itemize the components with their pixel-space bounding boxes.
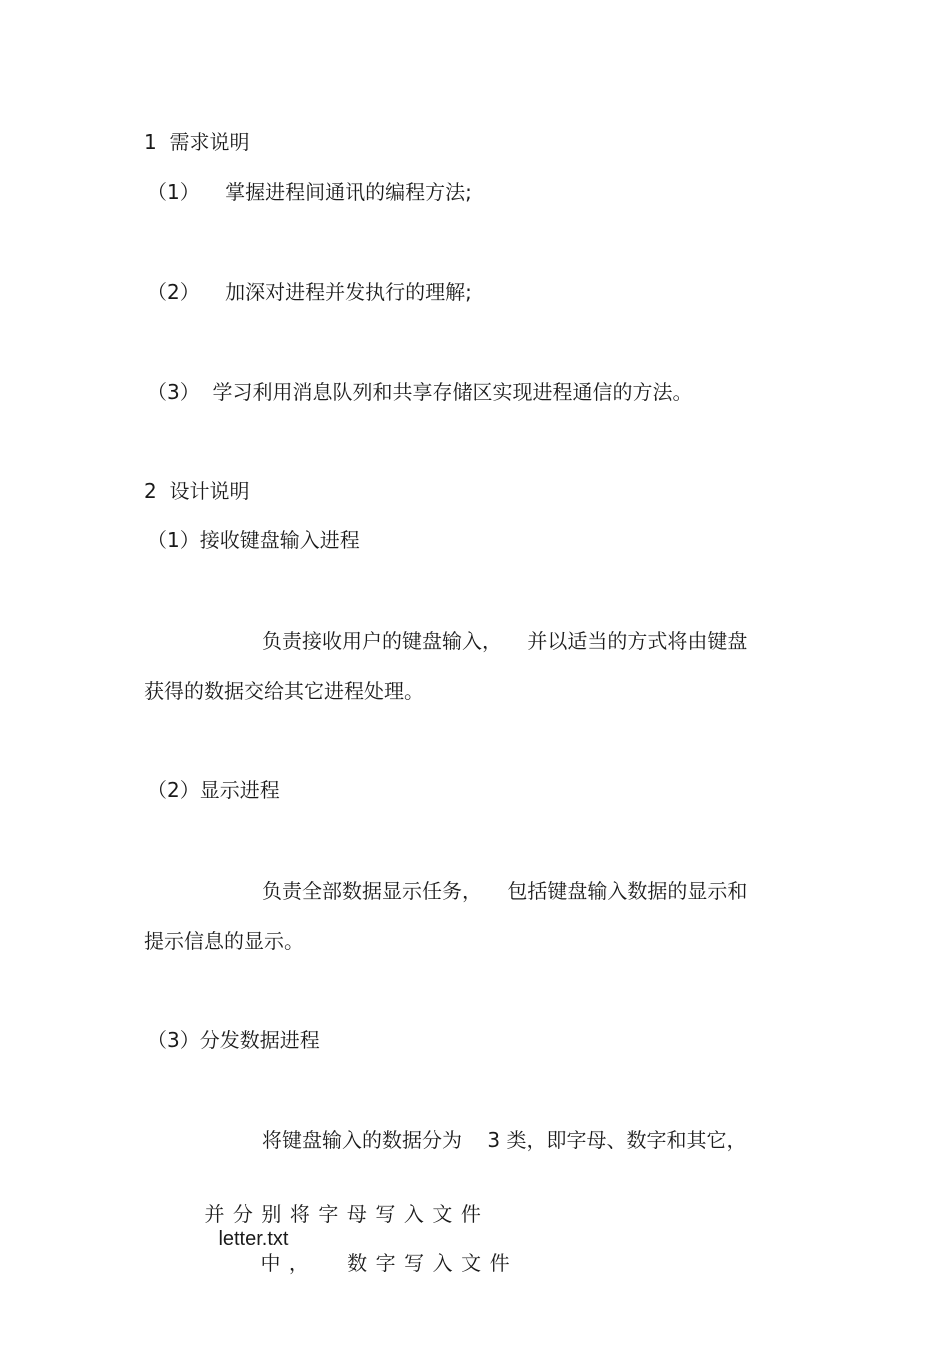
requirement-item-3: （3） 学习利用消息队列和共享存储区实现进程通信的方法。: [147, 380, 693, 404]
dispatch-process-paragraph-line2: [145, 1178, 518, 1299]
display-process-paragraph-line2: 提示信息的显示。: [144, 929, 304, 953]
design-subheading-dispatch-process: （3）分发数据进程: [147, 1028, 320, 1052]
requirement-item-1: （1） 掌握进程间通讯的编程方法;: [147, 180, 472, 204]
input-process-paragraph-line1: 负责接收用户的键盘输入， 并以适当的方式将由键盘: [262, 629, 748, 653]
section-heading-requirements: 1 需求说明: [144, 130, 250, 154]
dispatch-process-paragraph-line1: 将键盘输入的数据分为 3 类，即字母、数字和其它，: [262, 1128, 747, 1152]
input-process-paragraph-line2: 获得的数据交给其它进程处理。: [144, 679, 424, 703]
design-subheading-input-process: （1）接收键盘输入进程: [147, 528, 360, 552]
design-subheading-display-process: （2）显示进程: [147, 778, 280, 802]
dispatch-line2-text-end: 中， 数字写入文件: [260, 1251, 519, 1275]
letter-file-name: letter.txt: [218, 1228, 289, 1250]
display-process-paragraph-line1: 负责全部数据显示任务， 包括键盘输入数据的显示和: [262, 879, 748, 903]
dispatch-line2-text-start: 并分别将字母写入文件: [204, 1202, 490, 1226]
requirement-item-2: （2） 加深对进程并发执行的理解;: [147, 280, 472, 304]
section-heading-design: 2 设计说明: [144, 479, 250, 503]
